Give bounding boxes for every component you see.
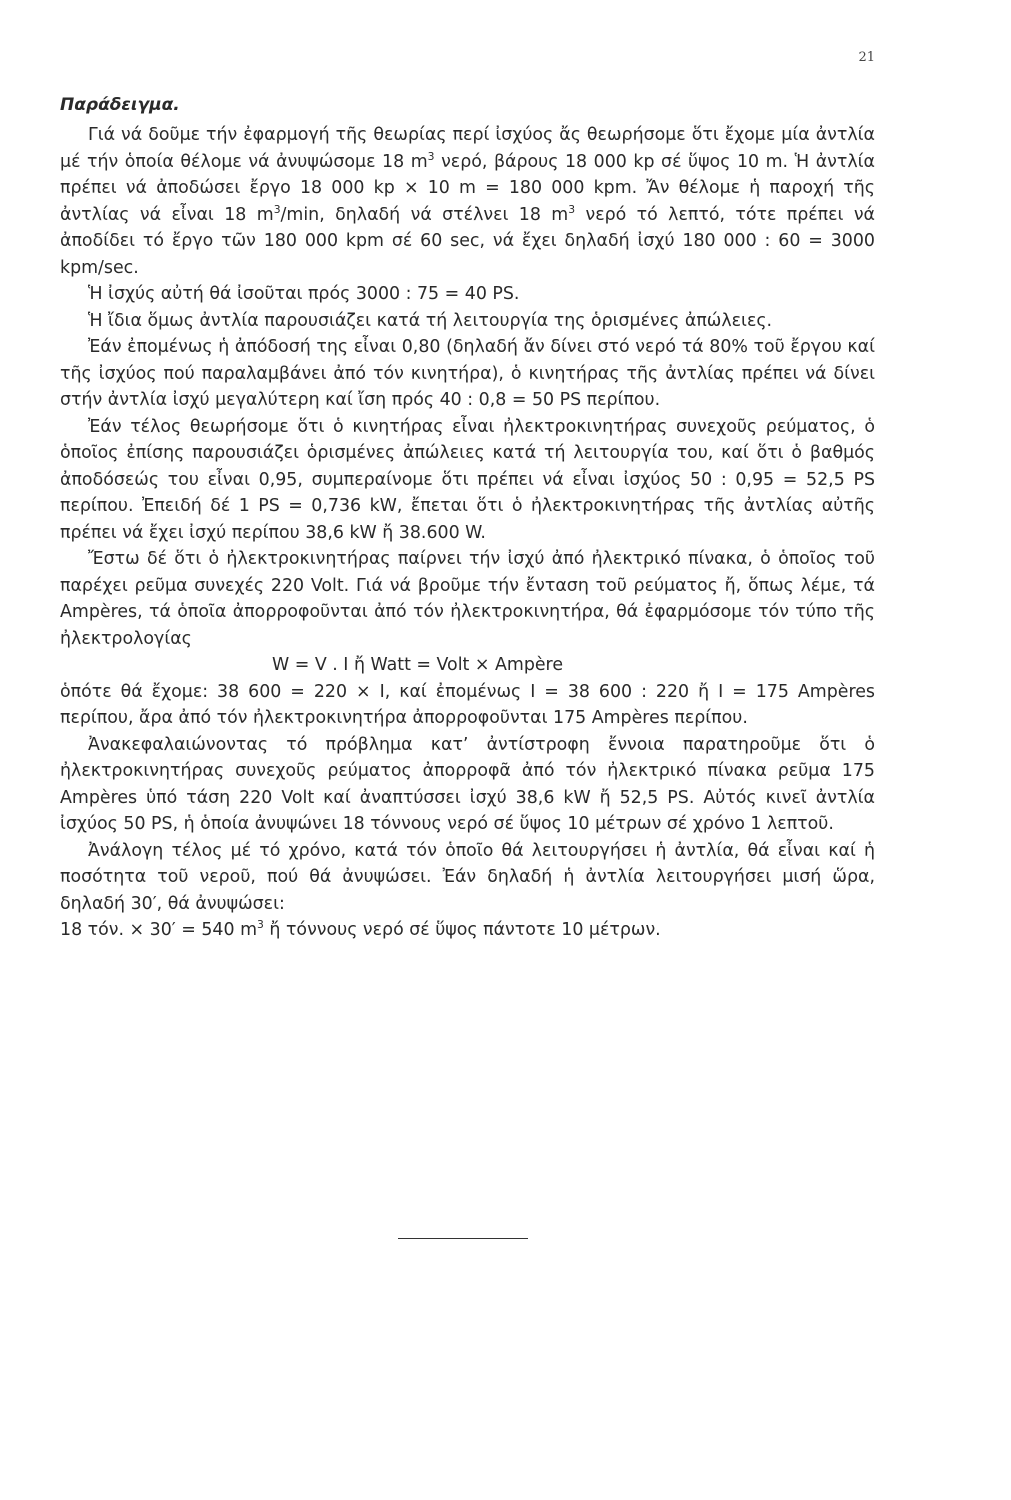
page-body	[60, 92, 875, 944]
paragraph-efficiency: Ἐάν ἐπομένως ἡ ἀπόδοσή της εἶναι 0,80 (δηλαδή ἄν δίνει στό νερό τά 80% τοῦ ἔργου καί τῆς ἰσχύος πού παραλαμβάνει ἀπό τόν κινητήρα), ὁ κινητήρας τῆς ἀντλίας πρέπει νά δίνει στήν ἀντλία ἰσχύ μεγαλύτερη καί ἴση πρός 40 : 0,8 = 50 PS περίπου.	[60, 337, 875, 410]
paragraph-electric-motor: Ἐάν τέλος θεωρήσομε ὅτι ὁ κινητήρας εἶναι ἠλεκτροκινητήρας συνεχοῦς ρεύματος, ὁ ὁποῖος ἐπίσης παρουσιάζει ὁρισμένες ἀπώλειες κατά τή λειτουργία του, καί ὅτι ὁ βαθμός ἀποδόσεώς του εἶναι 0,95, συμπεραίνομε ὅτι πρέπει νά εἶναι ἰσχύος 50 : 0,95 = 52,5 PS περίπου. Ἐπειδή δέ 1 PS = 0,736 kW, ἔπεται ὅτι ὁ ἠλεκτροκινητήρας τῆς ἀντλίας αὐτῆς πρέπει νά ἔχει ἰσχύ περίπου 38,6 kW ἤ 38.600 W.	[60, 416, 875, 543]
paragraph-amperes: ὁπότε θά ἔχομε: 38 600 = 220 × I, καί ἐπομένως I = 38 600 : 220 ἤ I = 175 Ampères περίπου, ἄρα ἀπό τόν ἠλεκτροκινητήρα ἀπορροφοῦνται 175 Ampères περίπου.	[60, 681, 875, 728]
paragraph-pump-example: Γιά νά δοῦμε τήν ἐφαρμογή τῆς θεωρίας περί ἰσχύος ἄς θεωρήσομε ὅτι ἔχομε μία ἀντλία μέ τήν ὁποία θέλομε νά ἀνυψώσομε 18 $m^3$ νερό, βάρους 18 000 kp σέ ὕψος 10 m. Ἡ ἀντλία πρέπει νά ἀποδώσει ἔργο 18 000 kp × 10 m = 180 000 kpm. Ἄν θέλομε ἡ παροχή τῆς ἀντλίας νά εἶναι 18 $m^3/\min$, δηλαδή νά στέλνει 18 $m^3$ νερό τό λεπτό, τότε πρέπει νά ἀποδίδει τό ἔργο τῶν 180 000 kpm σέ 60 sec, νά ἔχει δηλαδή ἰσχύ 180 000 : 60 = 3000 kpm/sec.	[60, 125, 875, 278]
formula-power: W = V . I ἤ Watt = Volt × Ampère	[272, 655, 564, 675]
end-rule	[398, 1238, 528, 1239]
paragraph-power-ps: Ἡ ἰσχύς αὐτή θά ἰσοῦται πρός 3000 : 75 = 40 PS.	[88, 284, 520, 304]
paragraph-losses: Ἡ ἴδια ὅμως ἀντλία παρουσιάζει κατά τή λειτουργία της ὁρισμένες ἀπώλειες.	[88, 310, 773, 331]
paragraph-result: 18 τόν. × 30′ = 540 $m^3$ ἤ τόννους νερό σέ ὕψος πάντοτε 10 μέτρων.	[60, 918, 661, 940]
paragraph-current: Ἔστω δέ ὅτι ὁ ἠλεκτροκινητήρας παίρνει τήν ἰσχύ ἀπό ἠλεκτρικό πίνακα, ὁ ὁποῖος τοῦ παρέχει ρεῦμα συνεχές 220 Volt. Γιά νά βροῦμε τήν ἔνταση τοῦ ρεύματος ἤ, ὅπως λέμε, τά Ampères, τά ὁποῖα ἀπορροφοῦνται ἀπό τόν ἠλεκτροκινητήρα, θά ἐφαρμόσομε τόν τύπο τῆς ἠλεκτρολογίας	[60, 549, 875, 649]
paragraph-summary: Ἀνακεφαλαιώνοντας τό πρόβλημα κατ’ ἀντίστροφη ἔννοια παρατηροῦμε ὅτι ὁ ἠλεκτροκινητήρας συνεχοῦς ρεύματος ἀπορροφᾶ ἀπό τόν ἠλεκτρικό πίνακα ρεῦμα 175 Ampères ὑπό τάση 220 Volt καί ἀναπτύσσει ἰσχύ 38,6 kW ἤ 52,5 PS. Αὐτός κινεῖ ἀντλία ἰσχύος 50 PS, ἡ ὁποία ἀνυψώνει 18 τόννους νερό σέ ὕψος 10 μέτρων σέ χρόνο 1 λεπτοῦ.	[60, 734, 875, 834]
page-number: 21	[858, 50, 875, 65]
section-heading: Παράδειγμα.	[60, 95, 180, 115]
paragraph-time: Ἀνάλογη τέλος μέ τό χρόνο, κατά τόν ὁποῖο θά λειτουργήσει ἡ ἀντλία, θά εἶναι καί ἡ ποσότητα τοῦ νεροῦ, πού θά ἀνυψώσει. Ἐάν δηλαδή ἡ ἀντλία λειτουργήσει μισή ὥρα, δηλαδή 30′, θά ἀνυψώσει:	[60, 840, 875, 914]
